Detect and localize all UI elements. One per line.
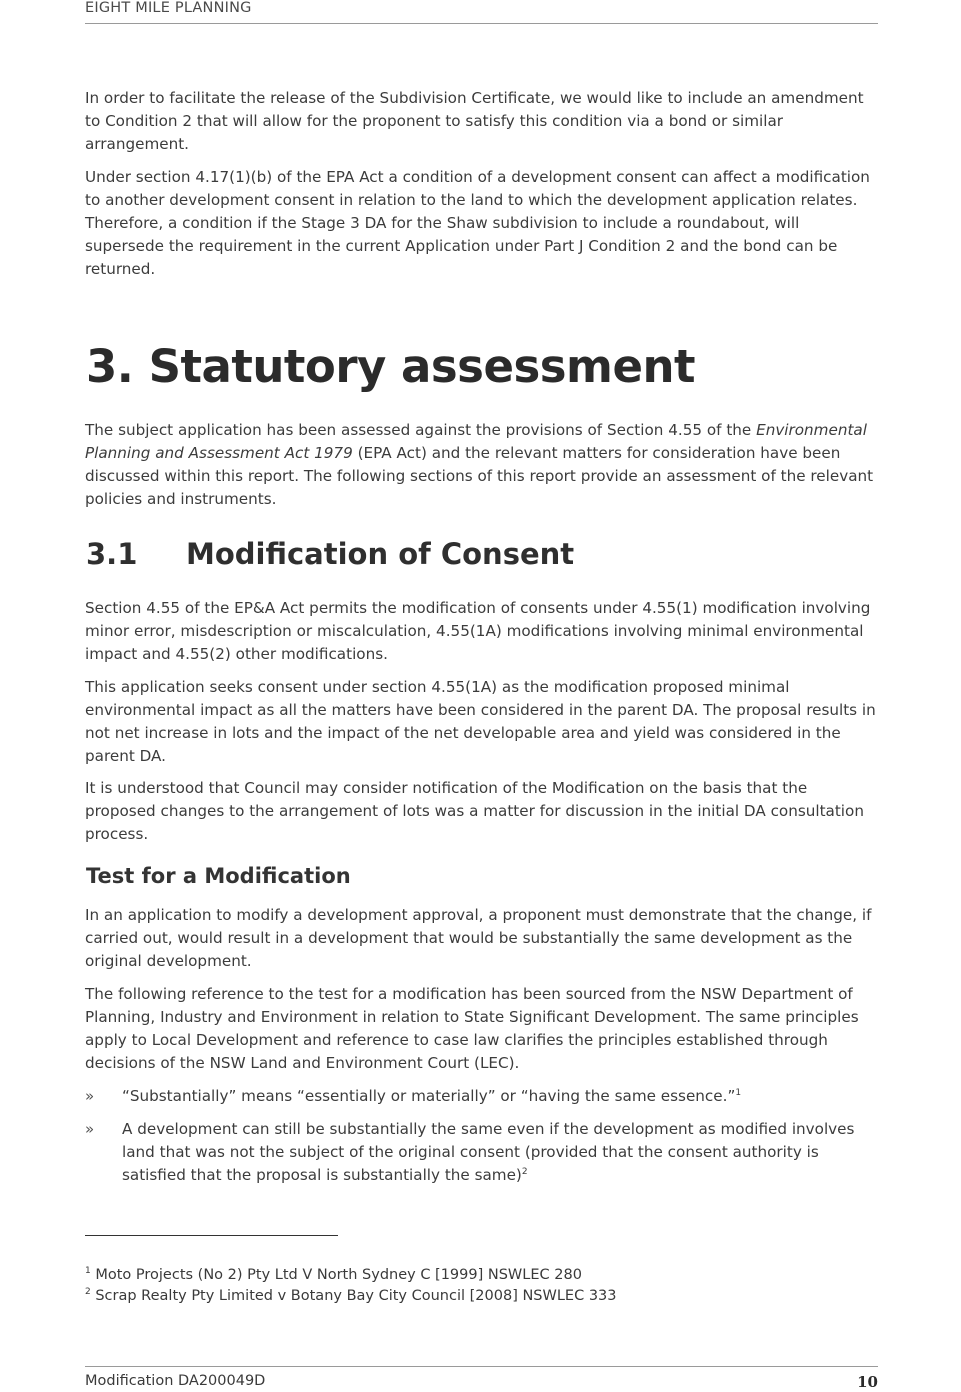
section-3-1-heading: [86, 537, 574, 571]
act-title: Environmental Planning and Assessment Act 1979: [85, 421, 867, 462]
running-header: EIGHT MILE PLANNING: [85, 0, 252, 16]
paragraph-section-4-55: Section 4.55 of the EP&A Act permits the modification of consents under 4.55(1) modification involving minor error, misdescription or miscalculation, 4.55(1A) modifications involving minimal environmental impact and 4.55(2) other modifications.: [85, 599, 871, 663]
paragraph-test-reference: The following reference to the test for a modification has been sourced from the NSW Department of Planning, Industry and Environment in relation to State Significant Development. The same principles apply to Local Development and reference to case law clarifies the principles established through decisions of the NSW Land and Environment Court (LEC).: [85, 985, 859, 1072]
paragraph-notification: It is understood that Council may consider notification of the Modification on the basis that the proposed changes to the arrangement of lots was a matter for discussion in the initial DA consultation process.: [85, 779, 864, 843]
bullet-marker: »: [85, 1120, 95, 1138]
footnote-ref[interactable]: 2: [521, 1166, 528, 1177]
footnote-number: 2: [85, 1287, 91, 1298]
section-title: Modification of Consent: [186, 537, 575, 571]
paragraph-section-4-17: Under section 4.17(1)(b) of the EPA Act a condition of a development consent can affect a modification to another development consent in relation to the land to which the development application relates. Therefore, a condition if the Stage 3 DA for the Shaw subdivision to include a roundabout, will supersede the requirement in the current Application under Part J Condition 2 and the bond can be returned.: [85, 168, 870, 278]
footnote-2: $^2$ Scrap Realty Pty Limited v Botany Bay City Council [2008] NSWLEC 333: [85, 1287, 617, 1304]
page-number: 10: [857, 1373, 878, 1391]
bullet-marker: »: [85, 1087, 95, 1105]
bullet-text: A development can still be substantially the same even if the development as modified involves land that was not the subject of the original consent (provided that the consent authority is satisfied that the proposal is substantially the same)$^2$: [122, 1120, 855, 1184]
footer-divider: [85, 1366, 878, 1367]
list-item: [85, 1085, 880, 1108]
bullet-text: “Substantially” means “essentially or materially” or “having the same essence.”$^1$: [122, 1087, 742, 1105]
footnote-ref[interactable]: 1: [735, 1087, 742, 1098]
paragraph-consent-1a: This application seeks consent under section 4.55(1A) as the modification proposed minimal environmental impact as all the matters have been considered in the parent DA. The proposal results in not net increase in lots and the impact of the net developable area and yield was considered in the parent DA.: [85, 678, 876, 765]
list-item: [85, 1118, 880, 1187]
footnote-1: $^1$ Moto Projects (No 2) Pty Ltd V North Sydney C [1999] NSWLEC 280: [85, 1266, 582, 1283]
footer-doc-ref: Modification DA200049D: [85, 1373, 266, 1389]
intro-text-start: The subject application has been assessed against the provisions of Section 4.55 of the: [85, 421, 757, 439]
footnote-number: 1: [85, 1266, 91, 1277]
section-3-heading: 3. Statutory assessment: [86, 340, 696, 393]
footnote-divider: [85, 1235, 338, 1236]
test-heading: Test for a Modification: [86, 864, 351, 888]
header-divider: [85, 23, 878, 24]
intro-text-end: (EPA Act) and the relevant matters for consideration have been discussed within this report. The following sections of this report provide an assessment of the relevant policies and instruments.: [85, 444, 874, 508]
paragraph-subdivision-certificate: In order to facilitate the release of the Subdivision Certificate, we would like to include an amendment to Condition 2 that will allow for the proponent to satisfy this condition via a bond or similar arrangement.: [85, 89, 864, 153]
section-number: 3.1: [86, 537, 138, 571]
section-3-intro: [85, 419, 880, 511]
paragraph-test-intro: In an application to modify a development approval, a proponent must demonstrate that the change, if carried out, would result in a development that would be substantially the same development as the original development.: [85, 906, 872, 970]
